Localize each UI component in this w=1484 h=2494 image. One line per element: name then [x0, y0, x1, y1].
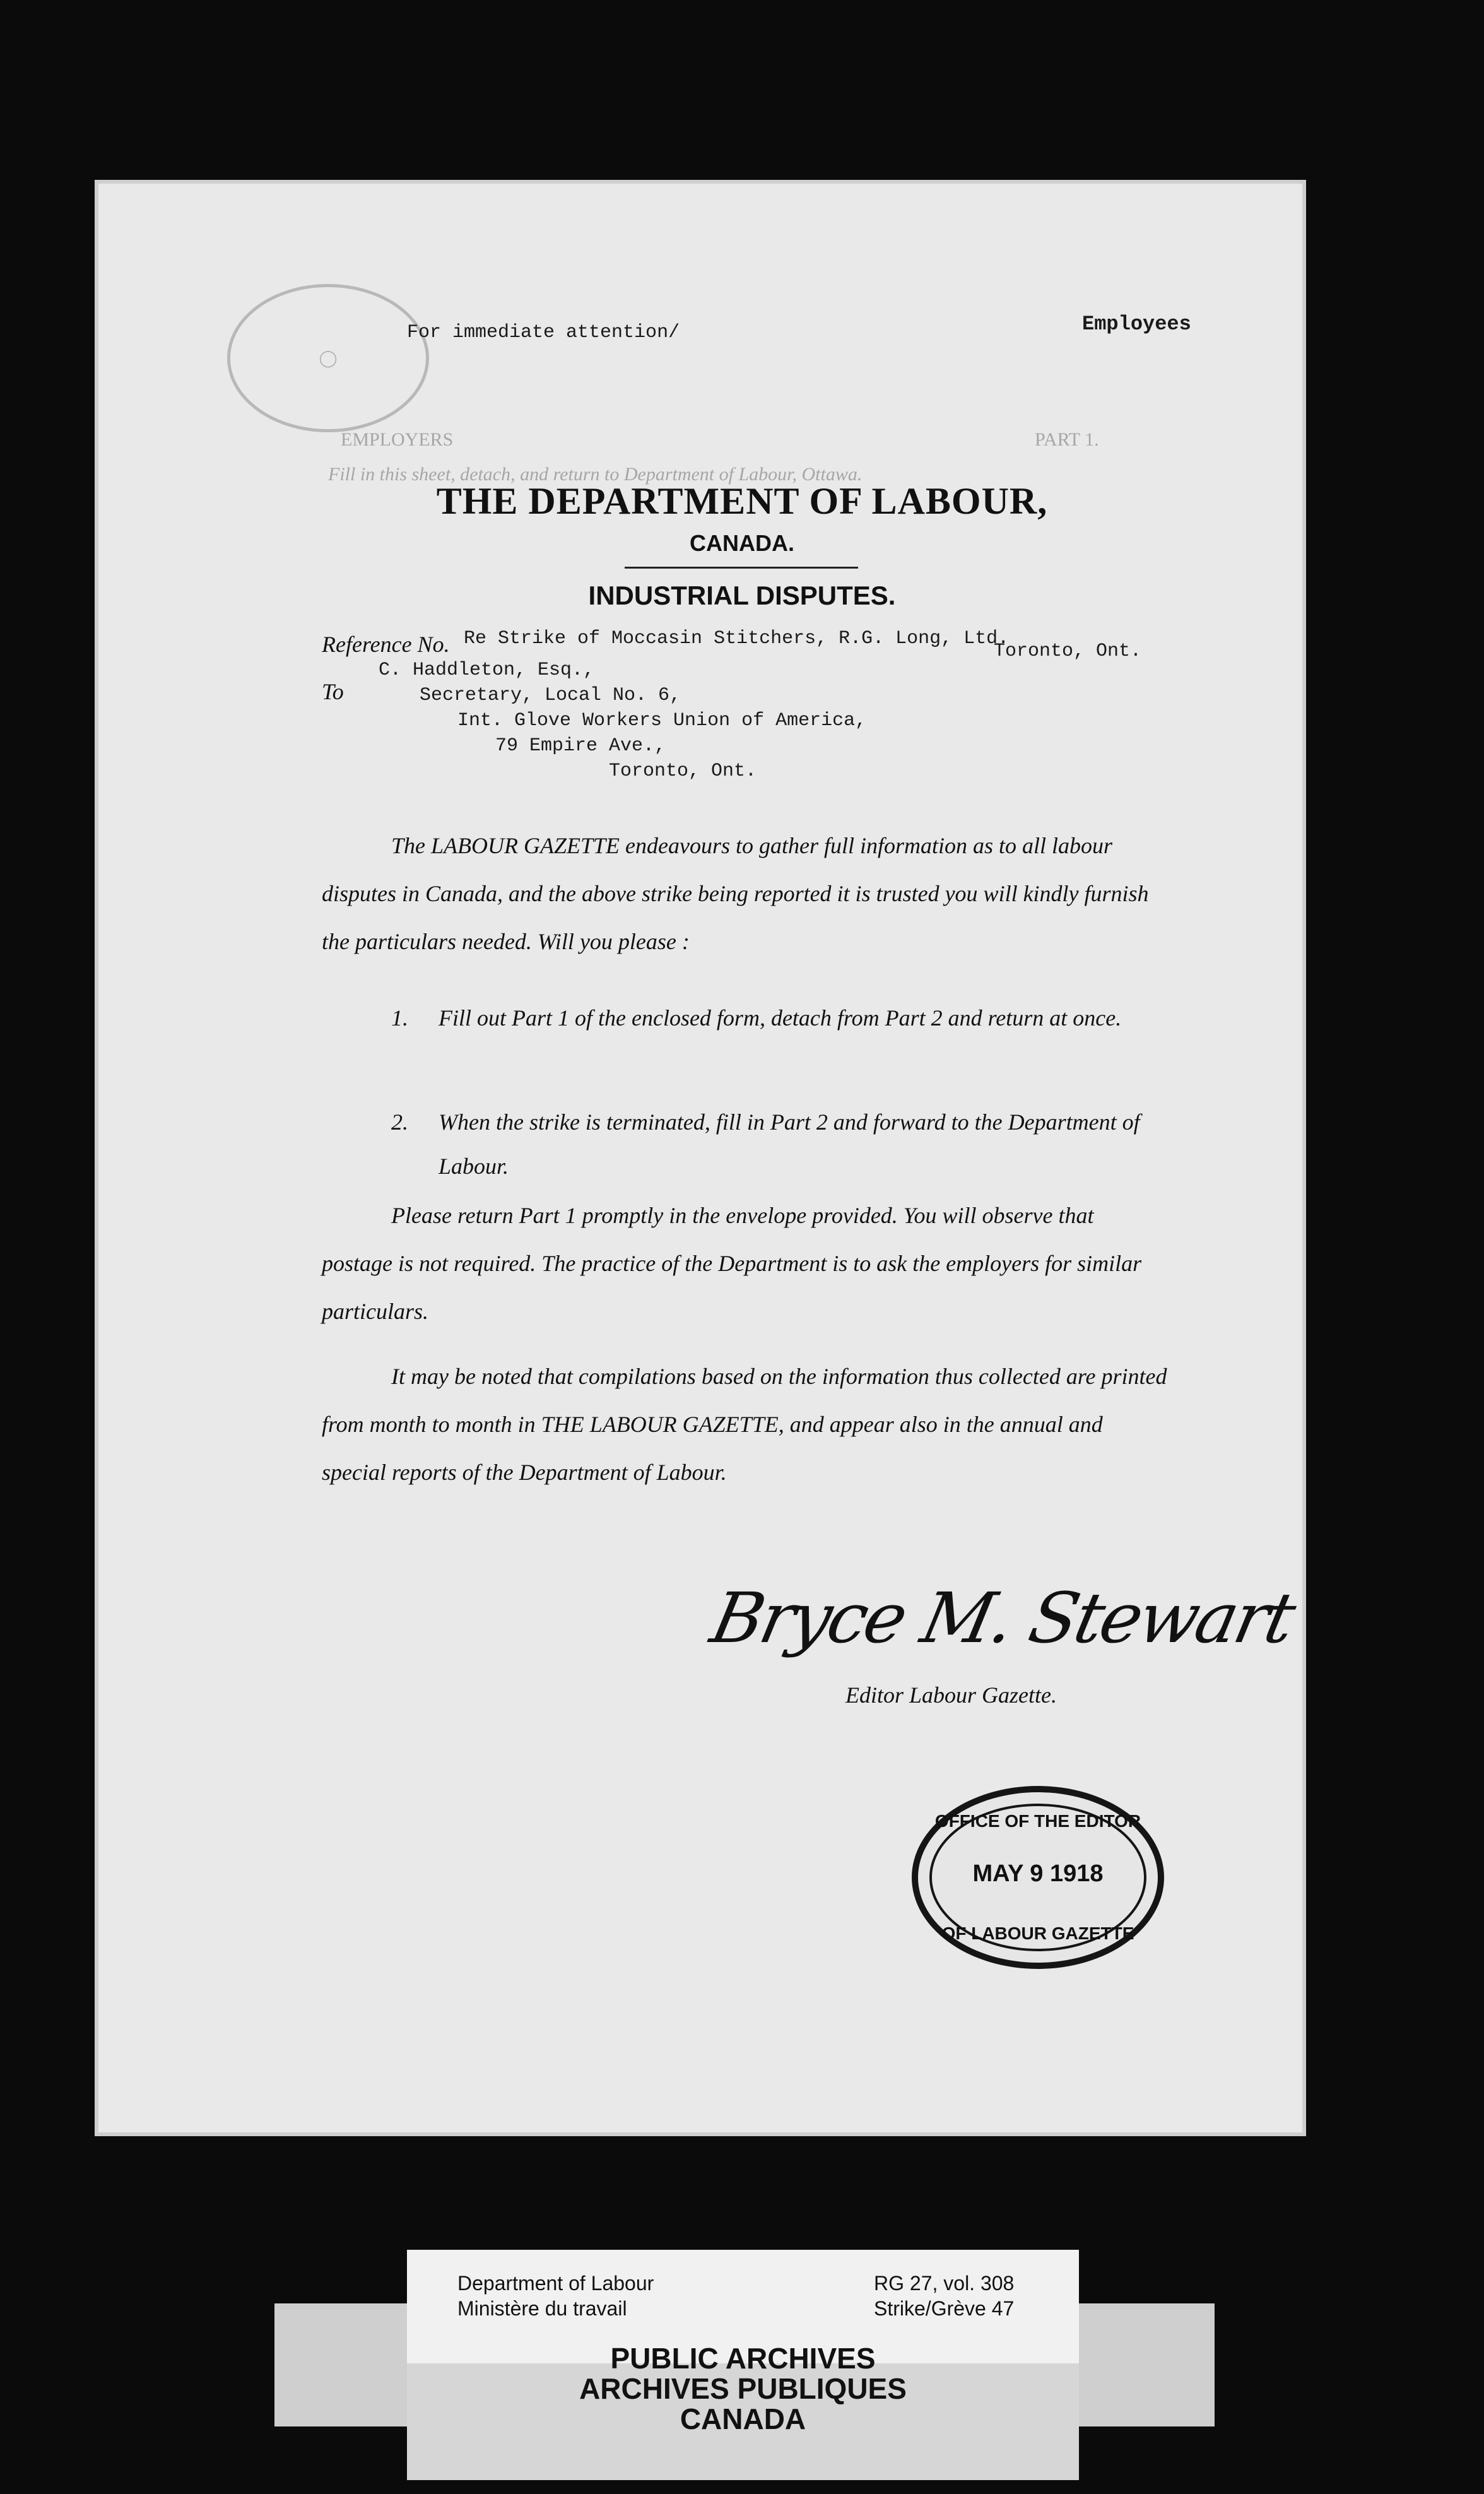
archive-line-1: PUBLIC ARCHIVES: [610, 2342, 876, 2375]
list-item-text: Fill out Part 1 of the enclosed form, detach from Part 2 and return at once.: [439, 1005, 1122, 1031]
list-number: 2.: [391, 1109, 408, 1135]
list-item-text: When the strike is terminated, fill in Part 2 and forward to the Department of Labour.: [439, 1109, 1140, 1179]
address-line: C. Haddleton, Esq.,: [379, 659, 595, 681]
archive-line-3: CANADA: [680, 2402, 806, 2435]
intro-paragraph: The LABOUR GAZETTE endeavours to gather full information as to all labour disputes in Canada, and the above strike being reported it is trusted you will kindly furnish the particulars needed. Will you please :: [322, 833, 1149, 954]
reference-value: Re Strike of Moccasin Stitchers, R.G. Long, Ltd.: [464, 628, 1010, 649]
compilation-paragraph: It may be noted that compilations based on the information thus collected are printed from month to month in THE LABOUR GAZETTE, and appear also in the annual and special reports of the Department of Labour.: [322, 1364, 1167, 1485]
faint-received-stamp: ◯: [227, 284, 429, 432]
stamp-bottom-text: OF LABOUR GAZETTE: [941, 1924, 1134, 1943]
label-dept-fr: Ministère du travail: [457, 2297, 627, 2320]
reference-city: Toronto, Ont.: [994, 641, 1142, 662]
page-subtitle: CANADA.: [690, 530, 794, 556]
archive-line-2: ARCHIVES PUBLIQUES: [579, 2372, 907, 2405]
title-rule: [625, 567, 858, 569]
ghost-part: PART 1.: [1035, 429, 1099, 450]
signature-title: Editor Labour Gazette.: [845, 1682, 1057, 1708]
list-number: 1.: [391, 1005, 408, 1031]
stamp-top-text: OFFICE OF THE EDITOR: [934, 1811, 1141, 1831]
section-heading: INDUSTRIAL DISPUTES.: [588, 581, 896, 610]
label-ref: RG 27, vol. 308: [874, 2272, 1015, 2295]
attention-line: For immediate attention/: [407, 322, 680, 343]
ghost-employers: EMPLOYERS: [341, 429, 454, 450]
label-wing-right: [1076, 2303, 1215, 2426]
label-dept-en: Department of Labour: [457, 2272, 654, 2295]
address-line: Secretary, Local No. 6,: [420, 685, 681, 706]
label-strike: Strike/Grève 47: [874, 2297, 1015, 2320]
reference-label: Reference No.: [322, 632, 450, 657]
address-line: Toronto, Ont.: [609, 760, 757, 782]
stamp-date: MAY 9 1918: [972, 1860, 1104, 1887]
address-line: Int. Glove Workers Union of America,: [457, 710, 867, 731]
address-line: 79 Empire Ave.,: [495, 735, 666, 757]
ghost-fill-instructions: Fill in this sheet, detach, and return to Department of Labour, Ottawa.: [328, 464, 863, 485]
party-label: Employees: [1082, 312, 1191, 336]
office-of-editor-stamp: [912, 1786, 1164, 1969]
editor-signature: Bryce M. Stewart: [704, 1578, 1300, 1658]
label-wing-left: [274, 2303, 410, 2426]
return-paragraph: Please return Part 1 promptly in the envelope provided. You will observe that postage is not required. The practice of the Department is to ask the employers for similar particulars.: [322, 1203, 1142, 1324]
to-label: To: [322, 679, 344, 704]
page-title: THE DEPARTMENT OF LABOUR,: [436, 480, 1048, 522]
